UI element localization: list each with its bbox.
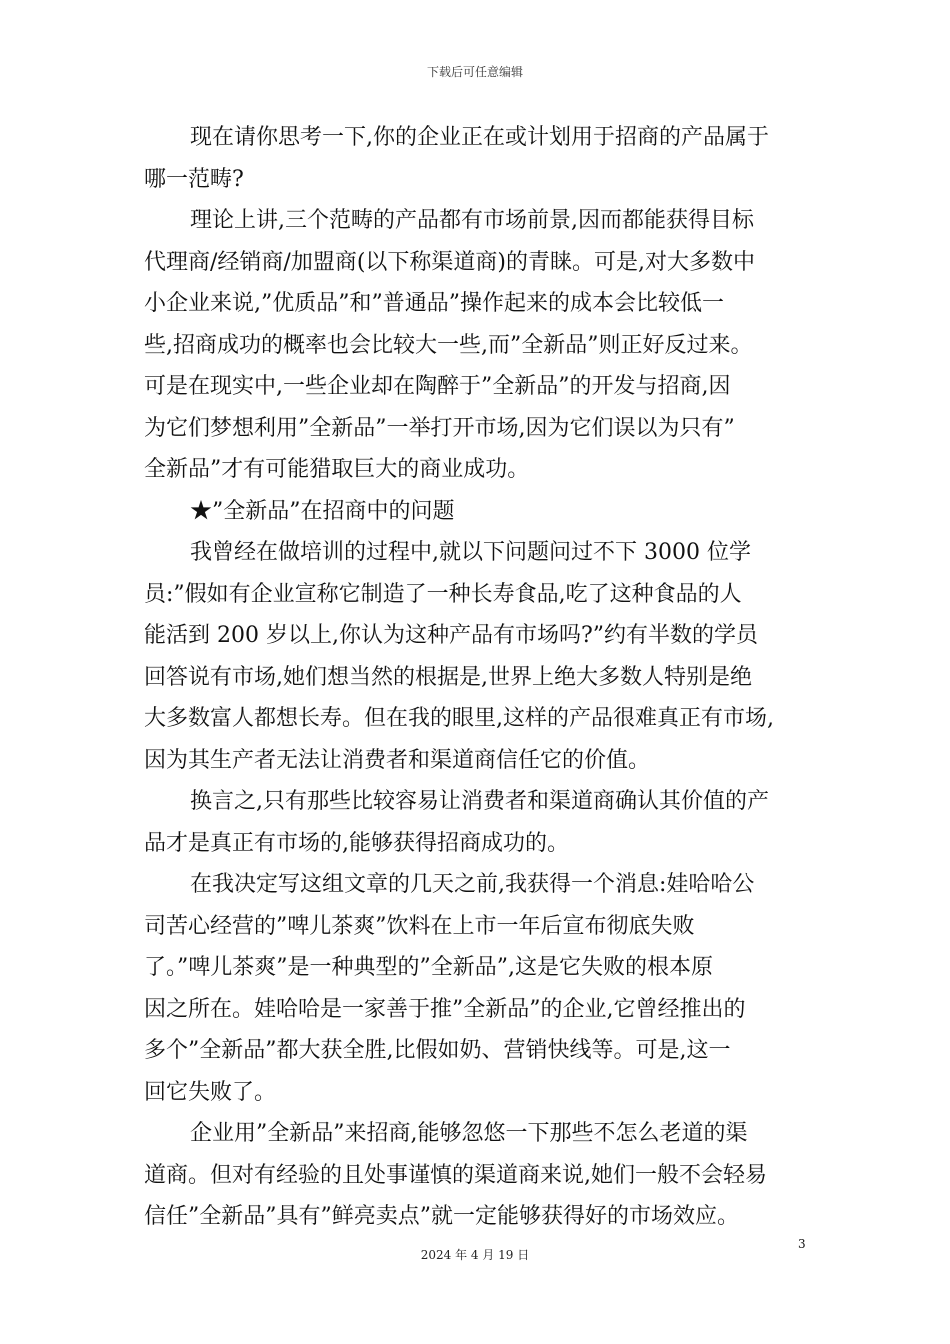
- page-footer-date: 2024 年 4 月 19 日: [420, 1248, 530, 1262]
- text-line: 品才是真正有市场的,能够获得招商成功的。: [144, 830, 569, 856]
- text-line: 我曾经在做培训的过程中,就以下问题问过不下 3000 位学: [190, 540, 751, 565]
- text-line: 信任”全新品”具有”鲜亮卖点”就一定能够获得好的市场效应。: [144, 1204, 739, 1229]
- text-line: 因之所在。娃哈哈是一家善于推”全新品”的企业,它曾经推出的: [144, 996, 746, 1022]
- text-line: 道商。但对有经验的且处事谨慎的渠道商来说,她们一般不会轻易: [144, 1162, 767, 1188]
- text-line: 回它失败了。: [144, 1079, 277, 1105]
- text-line: 多个”全新品”都大获全胜,比假如奶、营销快线等。可是,这一: [144, 1038, 731, 1063]
- text-line: 理论上讲,三个范畴的产品都有市场前景,因而都能获得目标: [190, 208, 754, 233]
- text-line: 可是在现实中,一些企业却在陶醉于”全新品”的开发与招商,因: [144, 374, 731, 399]
- text-line: 司苦心经营的”啤儿茶爽”饮料在上市一年后宣布彻底失败: [144, 913, 695, 939]
- text-line: 企业用”全新品”来招商,能够忽悠一下那些不怎么老道的渠: [190, 1121, 748, 1146]
- page-header: 下载后可任意编辑: [426, 65, 523, 79]
- text-line: 换言之,只有那些比较容易让消费者和渠道商确认其价值的产: [190, 789, 769, 814]
- text-line: 全新品”才有可能猎取巨大的商业成功。: [144, 457, 530, 482]
- text-line: 些,招商成功的概率也会比较大一些,而”全新品”则正好反过来。: [144, 332, 753, 358]
- text-line: 在我决定写这组文章的几天之前,我获得一个消息:娃哈哈公: [190, 872, 755, 897]
- page-number: 3: [798, 1237, 806, 1251]
- text-line: 了。”啤儿茶爽”是一种典型的”全新品”,这是它失败的根本原: [144, 955, 713, 980]
- text-line: 能活到 200 岁以上,你认为这种产品有市场吗?”约有半数的学员: [144, 623, 759, 648]
- text-line: 大多数富人都想长寿。但在我的眼里,这样的产品很难真正有市场,: [144, 706, 774, 731]
- text-line: 代理商/经销商/加盟商(以下称渠道商)的青睐。可是,对大多数中: [144, 249, 755, 275]
- text-line: 小企业来说,”优质品”和”普通品”操作起来的成本会比较低一: [144, 291, 724, 316]
- document-body: [144, 117, 824, 1238]
- text-line: 为它们梦想利用”全新品”一举打开市场,因为它们误以为只有”: [144, 415, 735, 441]
- text-line: 员:”假如有企业宣称它制造了一种长寿食品,吃了这种食品的人: [144, 581, 742, 607]
- text-line: 现在请你思考一下,你的企业正在或计划用于招商的产品属于: [190, 125, 769, 150]
- text-line: 回答说有市场,她们想当然的根据是,世界上绝大多数人特别是绝: [144, 664, 752, 690]
- text-line: ★”全新品”在招商中的问题: [190, 498, 455, 524]
- text-line: 因为其生产者无法让消费者和渠道商信任它的价值。: [144, 747, 651, 773]
- text-line: 哪一范畴?: [144, 166, 244, 192]
